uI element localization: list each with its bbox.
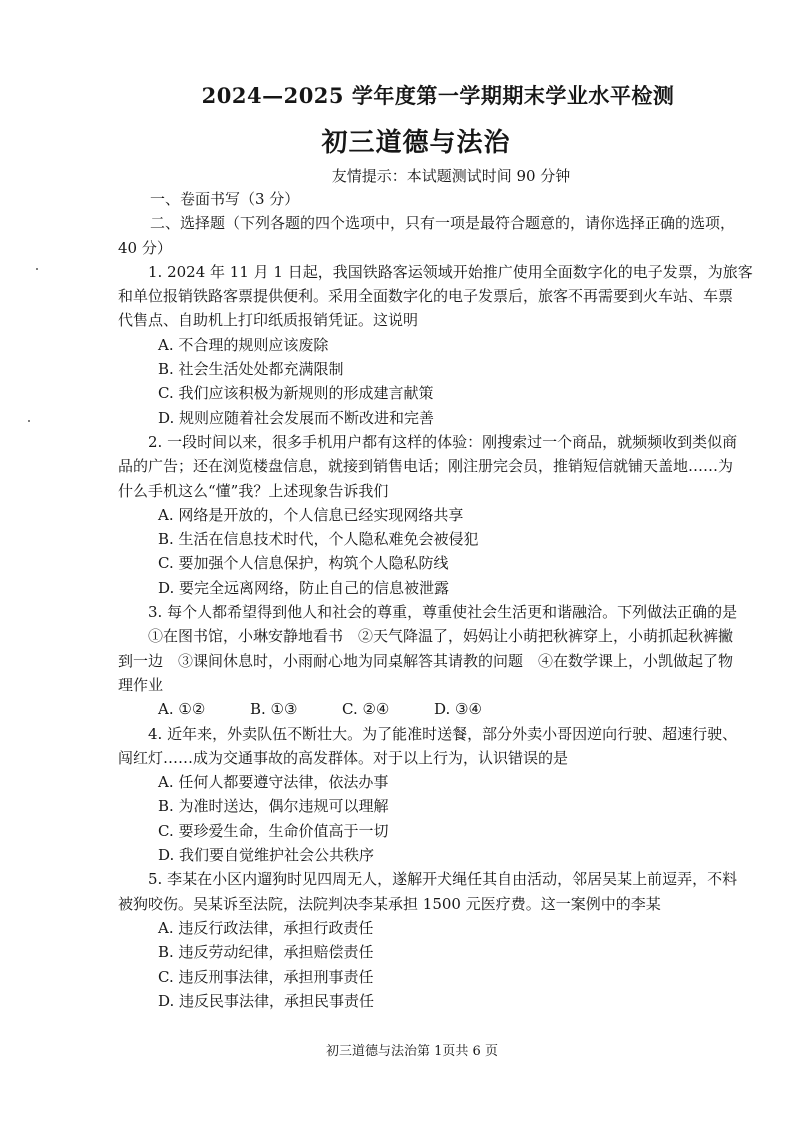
time-hint: 友情提示：本试题测试时间 90 分钟 (331, 167, 571, 185)
question-3-option-d: D. ③④ (434, 700, 482, 719)
question-1-option-b: B. 社会生活处处都充满限制 (158, 360, 344, 379)
question-4-option-d: D. 我们要自觉维护社会公共秩序 (158, 846, 375, 865)
question-2-stem-cont: 什么手机这么“懂”我？上述现象告诉我们 (118, 481, 389, 500)
question-4-stem-cont: 闯红灯……成为交通事故的高发群体。对于以上行为，认识错误的是 (118, 748, 569, 767)
question-1-stem-cont: 代售点、自助机上打印纸质报销凭证。这说明 (118, 311, 419, 330)
question-2-stem: 2. 一段时间以来，很多手机用户都有这样的体验：刚搜索过一个商品，就频频收到类似商 (148, 432, 738, 451)
question-3-option-b: B. ①③ (250, 700, 298, 719)
question-5-option-c: C. 违反刑事法律，承担刑事责任 (158, 967, 374, 986)
question-2-option-b: B. 生活在信息技术时代，个人隐私难免会被侵犯 (158, 530, 479, 549)
exam-content (118, 187, 772, 1013)
question-2-option-c: C. 要加强个人信息保护，构筑个人隐私防线 (158, 554, 449, 573)
question-1-stem-cont: 和单位报销铁路客票提供便利。采用全面数字化的电子发票后，旅客不再需要到火车站、车票 (118, 287, 734, 306)
page-footer: 初三道德与法治第 1页共 6 页 (326, 1044, 498, 1059)
question-4-option-a: A. 任何人都要遵守法律，依法办事 (158, 773, 389, 792)
question-2-option-a: A. 网络是开放的，个人信息已经实现网络共享 (158, 505, 464, 524)
question-4 (118, 722, 772, 868)
question-5-stem-cont: 被狗咬伤。吴某诉至法院，法院判决李某承担 1500 元医疗费。这一案例中的李某 (118, 894, 661, 913)
question-2-stem-cont: 品的广告；还在浏览楼盘信息，就接到销售电话；刚注册完会员，推销短信就铺天盖地……为 (118, 457, 734, 476)
exam-title: 2024—2025 学年度第一学期期末学业水平检测 (201, 83, 675, 108)
question-3 (118, 600, 772, 721)
question-2 (118, 430, 772, 600)
scan-speck (36, 268, 38, 270)
question-5 (118, 867, 772, 1013)
question-1-option-d: D. 规则应随着社会发展而不断改进和完善 (158, 408, 435, 427)
question-3-stem-cont: 理作业 (118, 675, 164, 694)
section-1-heading: 一、卷面书写（3 分） (150, 190, 300, 208)
question-1-option-a: A. 不合理的规则应该废除 (158, 335, 329, 354)
question-3-option-a: A. ①② (158, 700, 206, 719)
question-3-stem: 3. 每个人都希望得到他人和社会的尊重，尊重使社会生活更和谐融洽。下列做法正确的是 (148, 603, 738, 622)
question-2-option-d: D. 要完全远离网络，防止自己的信息被泄露 (158, 578, 450, 597)
scan-speck (28, 420, 30, 422)
question-3-stem-cont: ①在图书馆，小琳安静地看书 ②天气降温了，妈妈让小萌把秋裤穿上，小萌抓起秋裤撇 (148, 627, 734, 646)
question-4-option-b: B. 为准时送达，偶尔违规可以理解 (158, 797, 389, 816)
question-5-option-a: A. 违反行政法律，承担行政责任 (158, 918, 374, 937)
section-2-heading-cont: 40 分） (118, 238, 172, 257)
question-3-stem-cont: 到一边 ③课间休息时，小雨耐心地为同桌解答其请教的问题 ④在数学课上，小凯做起了物 (118, 651, 734, 670)
question-1 (118, 260, 772, 430)
question-5-stem: 5. 李某在小区内遛狗时见四周无人，遂解开犬绳任其自由活动，邻居吴某上前逗弄，不料 (148, 870, 738, 889)
question-5-option-d: D. 违反民事法律，承担民事责任 (158, 991, 375, 1010)
question-5-option-b: B. 违反劳动纪律，承担赔偿责任 (158, 943, 374, 962)
question-3-option-c: C. ②④ (342, 700, 390, 719)
question-4-stem: 4. 近年来，外卖队伍不断壮大。为了能准时送餐，部分外卖小哥因逆向行驶、超速行驶、 (148, 724, 738, 743)
question-4-option-c: C. 要珍爱生命，生命价值高于一切 (158, 821, 389, 840)
subject-title: 初三道德与法治 (321, 128, 511, 158)
question-3-options (118, 697, 772, 721)
question-1-stem: 1. 2024 年 11 月 1 日起，我国铁路客运领域开始推广使用全面数字化的电子发票，为旅客 (148, 262, 753, 281)
section-2-heading: 二、选择题（下列各题的四个选项中，只有一项是最符合题意的，请你选择正确的选项， (150, 214, 736, 233)
question-1-option-c: C. 我们应该积极为新规则的形成建言献策 (158, 384, 434, 403)
